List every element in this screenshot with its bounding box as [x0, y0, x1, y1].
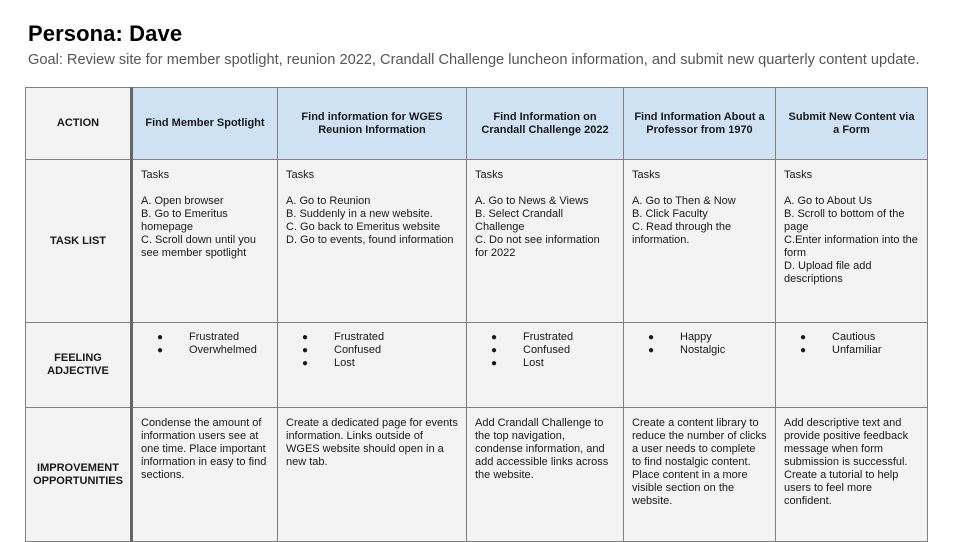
- feeling-text: Happy: [680, 331, 712, 343]
- feeling-text: Nostalgic: [680, 344, 726, 356]
- task-item: C. Do not see information for 2022: [475, 234, 600, 259]
- list-item: [475, 344, 615, 357]
- feeling-cell: [278, 323, 467, 408]
- task-cell: [776, 160, 928, 323]
- bullet-icon: ●: [302, 332, 309, 343]
- feeling-cell: [132, 323, 278, 408]
- list-item: [475, 357, 615, 370]
- feeling-cell: [776, 323, 928, 408]
- improvement-cell: Condense the amount of information users see at one time. Place important information in easy to find sections.: [132, 408, 278, 542]
- task-item: A. Go to News & Views: [475, 195, 589, 207]
- task-item: A. Go to About Us: [784, 195, 873, 207]
- improvement-cell: Add Crandall Challenge to the top navigation, condense information, and add accessible links across the website.: [467, 408, 624, 542]
- task-item: B. Click Faculty: [632, 208, 708, 220]
- task-cell: [278, 160, 467, 323]
- tasks-heading: Tasks: [784, 169, 813, 181]
- bullet-icon: ●: [648, 332, 655, 343]
- improvement-label: IMPROVEMENT OPPORTUNITIES: [26, 408, 132, 542]
- list-item: [286, 331, 458, 344]
- task-item: B. Suddenly in a new website.: [286, 208, 433, 220]
- column-header: Find Information on Crandall Challenge 2022: [467, 88, 624, 160]
- improvement-cell: Create a dedicated page for events information. Links outside of WGES website should open in a new tab.: [278, 408, 467, 542]
- journey-map-table: [25, 87, 928, 542]
- task-list-label: TASK LIST: [26, 160, 132, 323]
- feeling-label: FEELING ADJECTIVE: [26, 323, 132, 408]
- column-header: Find Information About a Professor from 1970: [624, 88, 776, 160]
- feeling-cell: [624, 323, 776, 408]
- feeling-text: Frustrated: [189, 331, 240, 343]
- task-item: B. Select Crandall Challenge: [475, 208, 564, 233]
- list-item: [141, 344, 269, 357]
- tasks-heading: Tasks: [632, 169, 661, 181]
- list-item: [286, 344, 458, 357]
- improvement-cell: Add descriptive text and provide positive feedback message when form submission is successful. Create a tutorial to help users to feel more confident.: [776, 408, 928, 542]
- column-header: Submit New Content via a Form: [776, 88, 928, 160]
- bullet-icon: ●: [800, 332, 807, 343]
- feeling-text: Frustrated: [523, 331, 574, 343]
- tasks-heading: Tasks: [141, 169, 170, 181]
- task-item: C. Read through the information.: [632, 221, 732, 246]
- persona-title: Persona: Dave: [28, 21, 183, 46]
- list-item: [784, 331, 919, 344]
- tasks-heading: Tasks: [286, 169, 315, 181]
- improvement-row: [26, 408, 928, 542]
- feeling-text: Lost: [523, 357, 544, 369]
- list-item: [141, 331, 269, 344]
- column-header: Find information for WGES Reunion Information: [278, 88, 467, 160]
- task-item: A. Go to Then & Now: [632, 195, 736, 207]
- bullet-icon: ●: [800, 345, 807, 356]
- task-cell: [467, 160, 624, 323]
- feeling-text: Overwhelmed: [189, 344, 257, 356]
- bullet-icon: ●: [491, 358, 498, 369]
- bullet-icon: ●: [157, 345, 164, 356]
- bullet-icon: ●: [157, 332, 164, 343]
- task-cell: [624, 160, 776, 323]
- feeling-text: Confused: [334, 344, 382, 356]
- tasks-heading: Tasks: [475, 169, 504, 181]
- feeling-text: Lost: [334, 357, 355, 369]
- feeling-cell: [467, 323, 624, 408]
- persona-goal: Goal: Review site for member spotlight, reunion 2022, Crandall Challenge luncheon information, and submit new quarterly content update.: [28, 52, 920, 68]
- action-label: ACTION: [26, 88, 132, 160]
- task-item: B. Go to Emeritus homepage: [141, 208, 228, 233]
- task-item: D. Go to events, found information: [286, 234, 454, 246]
- action-header-row: [26, 88, 928, 160]
- task-item: A. Open browser: [141, 195, 224, 207]
- bullet-icon: ●: [648, 345, 655, 356]
- feeling-text: Confused: [523, 344, 571, 356]
- bullet-icon: ●: [302, 345, 309, 356]
- list-item: [286, 357, 458, 370]
- task-list-row: [26, 160, 928, 323]
- task-item: A. Go to Reunion: [286, 195, 371, 207]
- task-cell: [132, 160, 278, 323]
- bullet-icon: ●: [491, 332, 498, 343]
- list-item: [784, 344, 919, 357]
- list-item: [632, 344, 767, 357]
- list-item: [475, 331, 615, 344]
- task-item: D. Upload file add descriptions: [784, 260, 872, 285]
- column-header: Find Member Spotlight: [132, 88, 278, 160]
- bullet-icon: ●: [302, 358, 309, 369]
- feeling-row: [26, 323, 928, 408]
- task-item: B. Scroll to bottom of the page: [784, 208, 905, 233]
- list-item: [632, 331, 767, 344]
- task-item: C. Scroll down until you see member spotlight: [141, 234, 256, 259]
- bullet-icon: ●: [491, 345, 498, 356]
- feeling-text: Cautious: [832, 331, 876, 343]
- task-item: C. Go back to Emeritus website: [286, 221, 441, 233]
- feeling-text: Frustrated: [334, 331, 385, 343]
- improvement-cell: Create a content library to reduce the number of clicks a user needs to complete to find nostalgic content. Place content in a more visible section on the website.: [624, 408, 776, 542]
- task-item: C.Enter information into the form: [784, 234, 918, 259]
- feeling-text: Unfamiliar: [832, 344, 882, 356]
